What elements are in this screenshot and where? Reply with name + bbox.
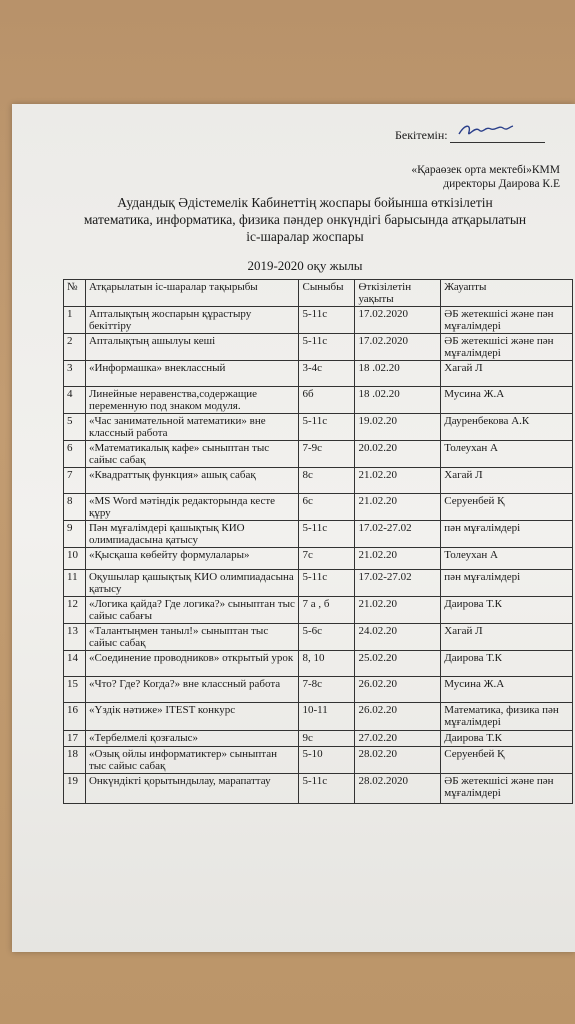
row-responsible: Даирова Т.К xyxy=(441,597,573,624)
header-number: № xyxy=(64,280,86,307)
row-topic: «Математикалық кафе» сыныптан тыс сайыс сабақ xyxy=(85,441,299,468)
row-date: 27.02.20 xyxy=(355,731,441,747)
row-date: 21.02.20 xyxy=(355,468,441,494)
row-responsible: Толеухан А xyxy=(441,548,573,570)
row-number: 14 xyxy=(64,651,86,677)
row-number: 18 xyxy=(64,747,86,774)
row-number: 15 xyxy=(64,677,86,703)
row-date: 25.02.20 xyxy=(355,651,441,677)
row-date: 28.02.20 xyxy=(355,747,441,774)
table-row xyxy=(64,731,573,747)
row-number: 5 xyxy=(64,414,86,441)
table-header-row xyxy=(64,280,573,307)
row-grade: 8с xyxy=(299,468,355,494)
row-grade: 5-10 xyxy=(299,747,355,774)
row-topic: Пән мұғалімдері қашықтық КИО олимпиадасына қатысу xyxy=(85,521,299,548)
row-number: 17 xyxy=(64,731,86,747)
row-topic: Оқушылар қашықтық КИО олимпиадасына қатысу xyxy=(85,570,299,597)
table-row xyxy=(64,307,573,334)
row-grade: 7с xyxy=(299,548,355,570)
table-row xyxy=(64,387,573,414)
row-number: 11 xyxy=(64,570,86,597)
row-date: 21.02.20 xyxy=(355,494,441,521)
school-name: «Қараөзек орта мектебі»КММ xyxy=(411,164,560,176)
row-topic: «Озық ойлы информатиктер» сыныптан тыс сайыс сабақ xyxy=(85,747,299,774)
row-grade: 5-6с xyxy=(299,624,355,651)
row-grade: 10-11 xyxy=(299,703,355,731)
header-responsible: Жауапты xyxy=(441,280,573,307)
row-topic: «Логика қайда? Где логика?» сыныптан тыс сайыс сабағы xyxy=(85,597,299,624)
row-responsible: пән мұғалімдері xyxy=(441,521,573,548)
row-grade: 9с xyxy=(299,731,355,747)
row-date: 26.02.20 xyxy=(355,677,441,703)
row-topic: «MS Word мәтіндік редакторында кесте құру xyxy=(85,494,299,521)
row-number: 19 xyxy=(64,774,86,804)
row-responsible: Серуенбей Қ xyxy=(441,494,573,521)
row-number: 4 xyxy=(64,387,86,414)
row-grade: 5-11с xyxy=(299,521,355,548)
title-line-2: математика, информатика, физика пәндер онкүндігі барысында атқарылатын xyxy=(83,212,527,227)
row-number: 8 xyxy=(64,494,86,521)
row-date: 17.02.2020 xyxy=(355,334,441,361)
table-row xyxy=(64,747,573,774)
row-date: 17.02-27.02 xyxy=(355,570,441,597)
row-date: 18 .02.20 xyxy=(355,361,441,387)
table-row xyxy=(64,334,573,361)
row-responsible: ӘБ жетекшісі және пән мұғалімдері xyxy=(441,774,573,804)
row-grade: 5-11с xyxy=(299,774,355,804)
row-grade: 6б xyxy=(299,387,355,414)
row-number: 1 xyxy=(64,307,86,334)
signature-icon xyxy=(455,120,515,142)
table-row xyxy=(64,651,573,677)
row-topic: «Информашка» внеклассный xyxy=(85,361,299,387)
table-row xyxy=(64,414,573,441)
table-row xyxy=(64,597,573,624)
title-line-3: іс-шаралар жоспары xyxy=(246,229,364,244)
row-number: 9 xyxy=(64,521,86,548)
school-block xyxy=(390,163,560,191)
table-row xyxy=(64,570,573,597)
row-grade: 5-11с xyxy=(299,570,355,597)
row-grade: 5-11с xyxy=(299,307,355,334)
row-topic: Апталықтың жоспарын құрастыру бекіттіру xyxy=(85,307,299,334)
row-number: 2 xyxy=(64,334,86,361)
row-topic: «Үздік нәтиже» ITEST конкурс xyxy=(85,703,299,731)
row-number: 6 xyxy=(64,441,86,468)
school-director: директоры Даирова К.Е xyxy=(443,178,560,190)
row-topic: «Соединение проводников» открытый урок xyxy=(85,651,299,677)
row-topic: Онкүндікті қорытындылау, марапаттау xyxy=(85,774,299,804)
row-number: 3 xyxy=(64,361,86,387)
row-number: 16 xyxy=(64,703,86,731)
table-row xyxy=(64,521,573,548)
row-date: 20.02.20 xyxy=(355,441,441,468)
row-responsible: Мусина Ж.А xyxy=(441,677,573,703)
title-line-1: Аудандық Әдістемелік Кабинеттің жоспары бойынша өткізілетін xyxy=(117,195,493,210)
row-grade: 6с xyxy=(299,494,355,521)
row-number: 13 xyxy=(64,624,86,651)
table-row xyxy=(64,677,573,703)
row-number: 7 xyxy=(64,468,86,494)
row-responsible: Хагай Л xyxy=(441,361,573,387)
row-responsible: ӘБ жетекшісі және пән мұғалімдері xyxy=(441,334,573,361)
row-date: 19.02.20 xyxy=(355,414,441,441)
row-grade: 3-4с xyxy=(299,361,355,387)
table-row xyxy=(64,494,573,521)
row-topic: «Час занимательной математики» вне классный работа xyxy=(85,414,299,441)
row-topic: «Квадраттық функция» ашық сабақ xyxy=(85,468,299,494)
row-grade: 7-9с xyxy=(299,441,355,468)
row-topic: Линейные неравенства,содержащие переменную под знаком модуля. xyxy=(85,387,299,414)
header-topic: Атқарылатын іс-шаралар тақырыбы xyxy=(85,280,299,307)
row-responsible: Серуенбей Қ xyxy=(441,747,573,774)
table-row xyxy=(64,441,573,468)
row-date: 17.02-27.02 xyxy=(355,521,441,548)
row-date: 24.02.20 xyxy=(355,624,441,651)
row-grade: 7 а , б xyxy=(299,597,355,624)
row-responsible: Математика, физика пән мұғалімдері xyxy=(441,703,573,731)
table-row xyxy=(64,703,573,731)
table-row xyxy=(64,624,573,651)
row-date: 17.02.2020 xyxy=(355,307,441,334)
row-topic: «Талантыңмен таныл!» сыныптан тыс сайыс сабақ xyxy=(85,624,299,651)
table-row xyxy=(64,361,573,387)
header-date: Өткізілетін уақыты xyxy=(355,280,441,307)
table-row xyxy=(64,468,573,494)
row-responsible: Даирова Т.К xyxy=(441,731,573,747)
document-title xyxy=(40,194,570,245)
row-date: 28.02.2020 xyxy=(355,774,441,804)
events-table xyxy=(63,279,573,804)
row-topic: «Қысқаша көбейту формулалары» xyxy=(85,548,299,570)
table-row xyxy=(64,774,573,804)
row-number: 12 xyxy=(64,597,86,624)
row-responsible: Хагай Л xyxy=(441,624,573,651)
row-grade: 8, 10 xyxy=(299,651,355,677)
header-grade: Сыныбы xyxy=(299,280,355,307)
row-responsible: Хагай Л xyxy=(441,468,573,494)
row-topic: «Что? Где? Когда?» вне классный работа xyxy=(85,677,299,703)
academic-year: 2019-2020 оқу жылы xyxy=(247,258,363,273)
row-responsible: ӘБ жетекшісі және пән мұғалімдері xyxy=(441,307,573,334)
row-responsible: Мусина Ж.А xyxy=(441,387,573,414)
row-date: 18 .02.20 xyxy=(355,387,441,414)
row-grade: 5-11с xyxy=(299,334,355,361)
approval-label: Бекітемін: xyxy=(395,128,448,142)
table-body xyxy=(64,307,573,804)
row-responsible: пән мұғалімдері xyxy=(441,570,573,597)
row-date: 21.02.20 xyxy=(355,597,441,624)
row-date: 21.02.20 xyxy=(355,548,441,570)
row-grade: 7-8с xyxy=(299,677,355,703)
row-responsible: Толеухан А xyxy=(441,441,573,468)
table-row xyxy=(64,548,573,570)
row-topic: «Тербелмелі қозғалыс» xyxy=(85,731,299,747)
row-topic: Апталықтың ашылуы кеші xyxy=(85,334,299,361)
row-date: 26.02.20 xyxy=(355,703,441,731)
row-responsible: Даирова Т.К xyxy=(441,651,573,677)
row-responsible: Дауренбекова А.К xyxy=(441,414,573,441)
row-grade: 5-11с xyxy=(299,414,355,441)
row-number: 10 xyxy=(64,548,86,570)
